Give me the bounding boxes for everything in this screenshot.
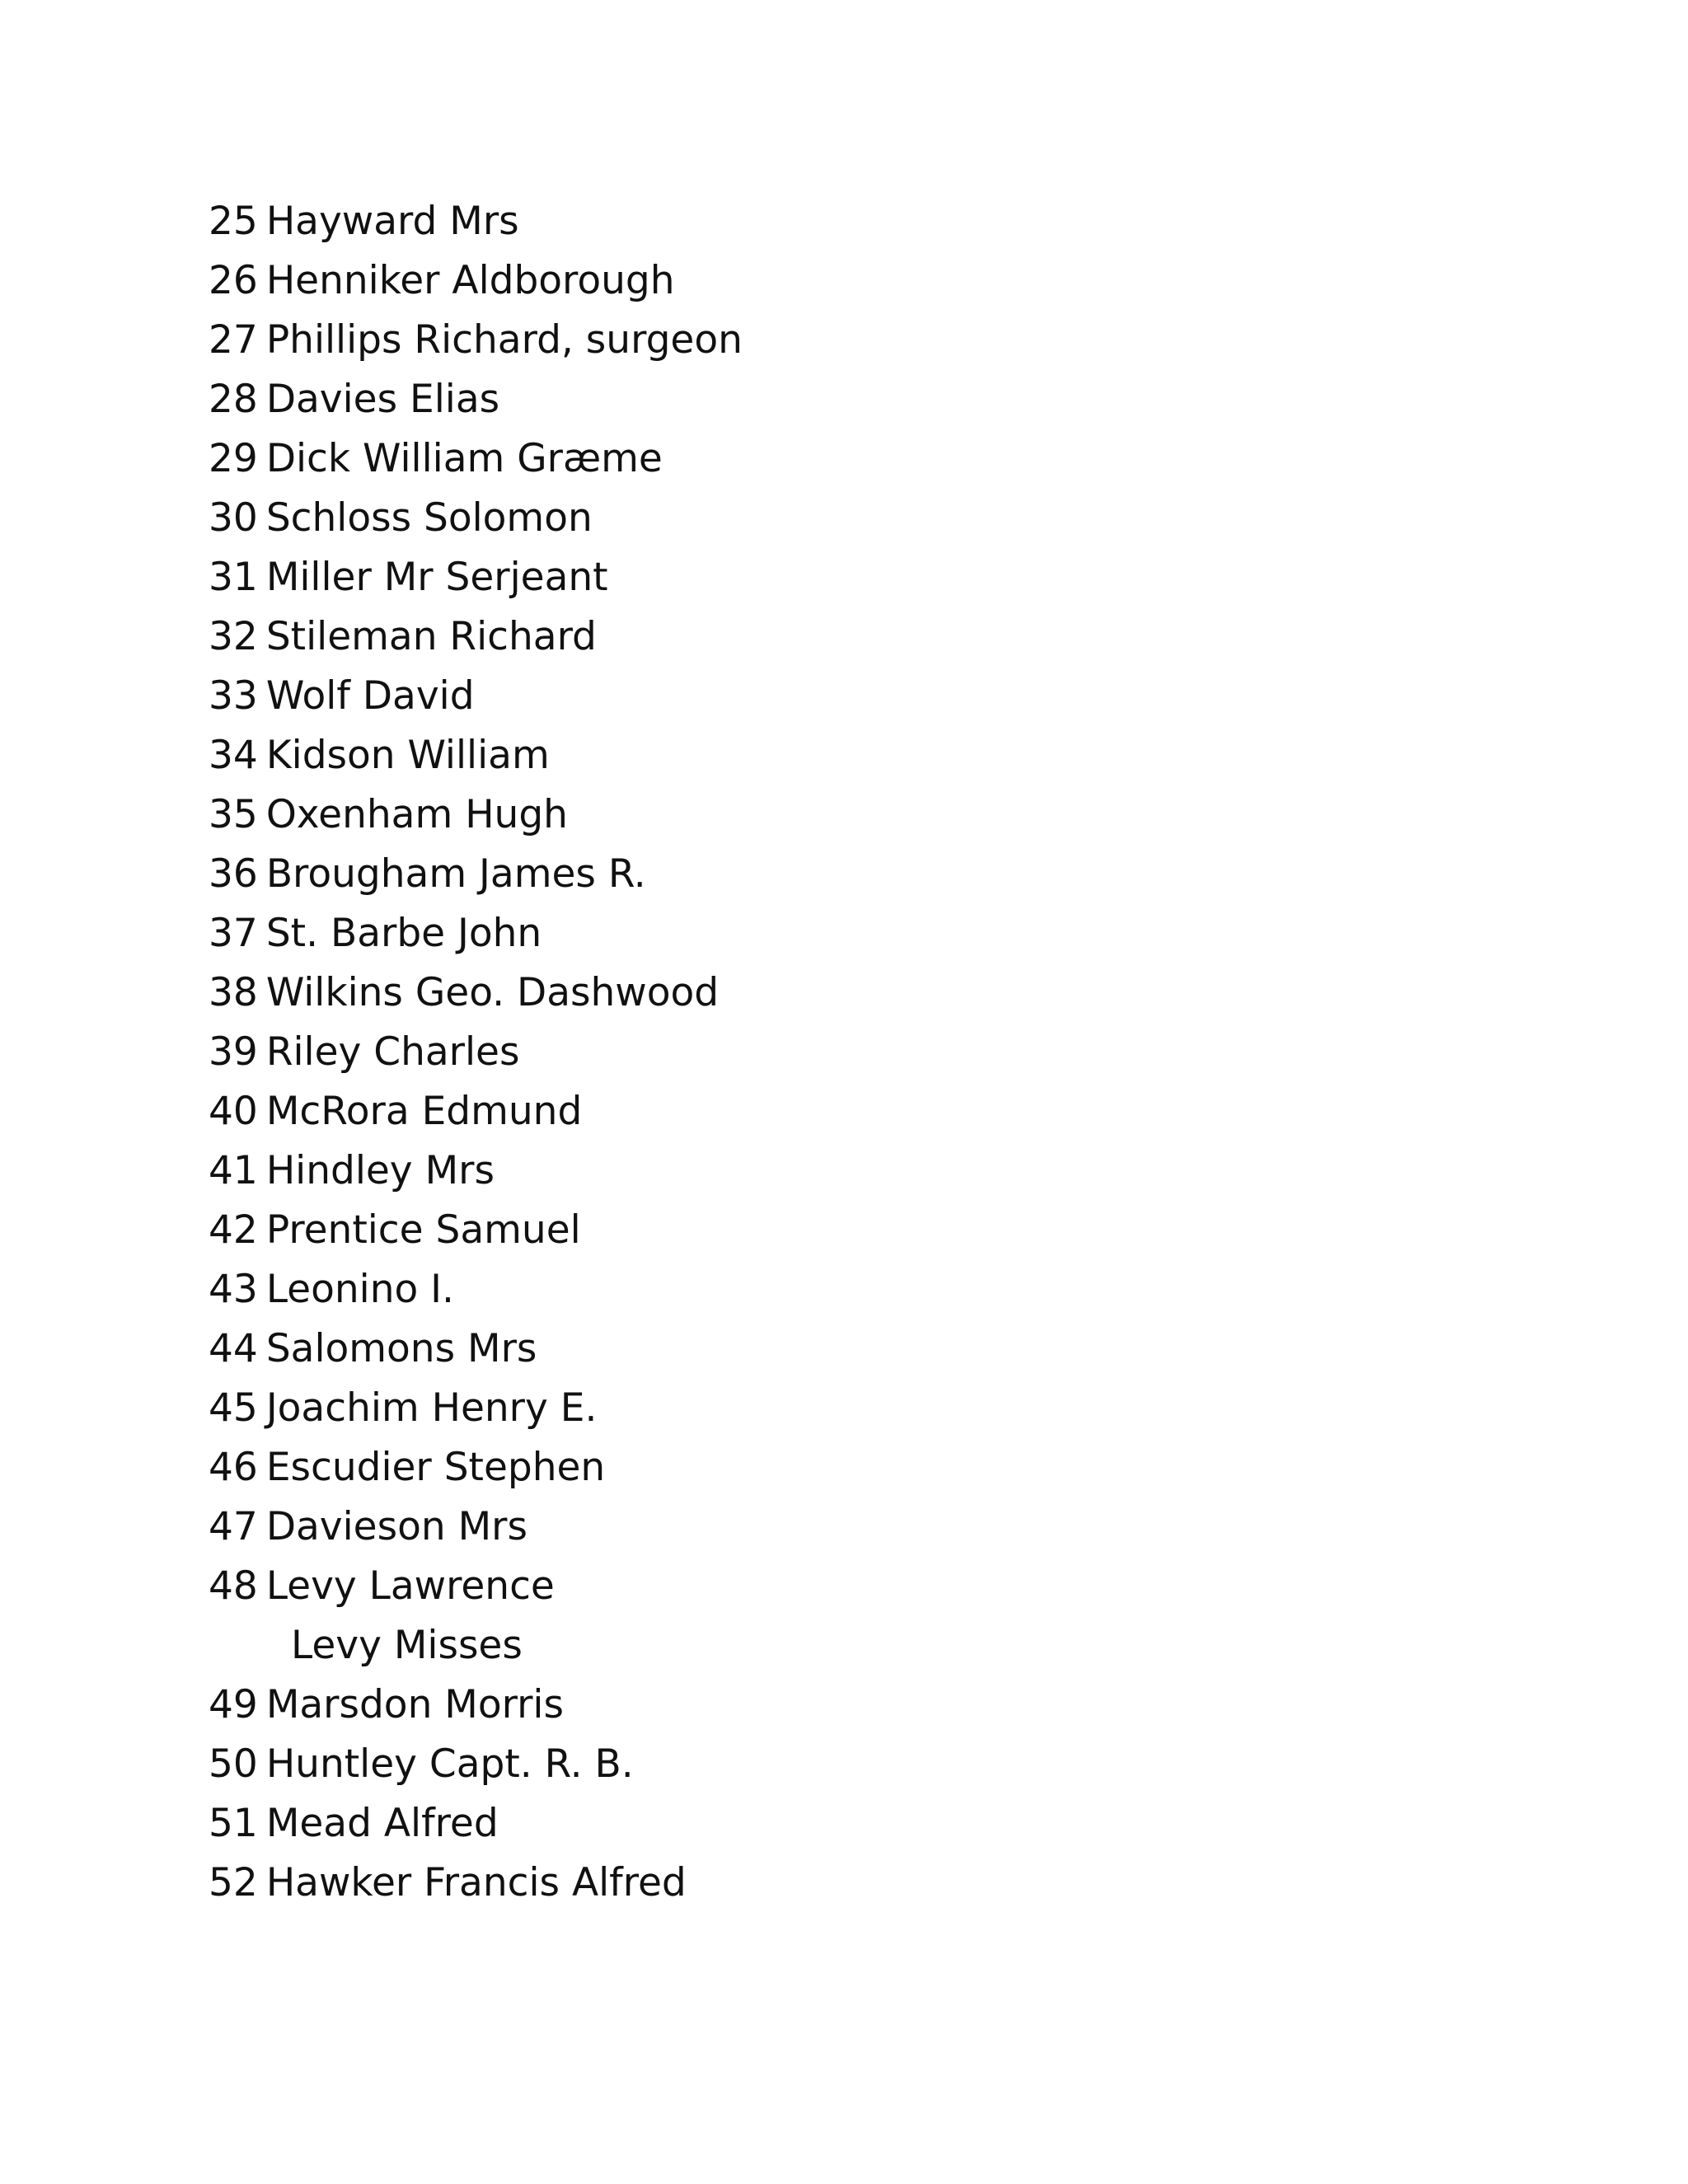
entry-name: Mead Alfred xyxy=(265,1801,499,1846)
entry-name: Hayward Mrs xyxy=(265,199,519,244)
list-item xyxy=(209,607,743,667)
list-item xyxy=(209,785,743,845)
list-item xyxy=(209,1557,743,1616)
entry-name: Levy Misses xyxy=(291,1623,523,1668)
list-item xyxy=(209,1023,743,1082)
list-item xyxy=(209,667,743,726)
list-item xyxy=(209,1675,743,1735)
entry-name: Dick William Græme xyxy=(265,436,663,481)
list-item xyxy=(209,1438,743,1497)
entry-name: Wolf David xyxy=(265,673,475,719)
list-item xyxy=(209,548,743,607)
entry-name: Miller Mr Serjeant xyxy=(265,555,608,600)
entry-number: 46 xyxy=(209,1445,258,1490)
entry-name: St. Barbe John xyxy=(265,911,542,956)
entry-name: Hindley Mrs xyxy=(265,1148,495,1193)
list-item-continuation xyxy=(209,1616,743,1675)
entry-name: Levy Lawrence xyxy=(265,1563,555,1609)
list-item xyxy=(209,489,743,548)
entry-number: 50 xyxy=(209,1741,258,1787)
entry-number: 45 xyxy=(209,1385,258,1431)
list-item xyxy=(209,1497,743,1557)
list-item xyxy=(209,429,743,489)
entry-number: 37 xyxy=(209,911,258,956)
entry-name: Prentice Samuel xyxy=(265,1207,581,1253)
entry-name: Kidson William xyxy=(265,733,550,778)
list-item xyxy=(209,1201,743,1260)
entry-name: Marsdon Morris xyxy=(265,1682,564,1727)
entry-number: 30 xyxy=(209,495,258,541)
entry-number: 27 xyxy=(209,317,258,363)
entry-number: 51 xyxy=(209,1801,258,1846)
list-item xyxy=(209,1854,743,1913)
list-item xyxy=(209,1082,743,1141)
entry-number: 32 xyxy=(209,614,258,659)
list-item xyxy=(209,904,743,963)
entry-number: 41 xyxy=(209,1148,258,1193)
list-item xyxy=(209,1260,743,1319)
list-item xyxy=(209,963,743,1023)
entry-number: 36 xyxy=(209,851,258,897)
entry-name: Huntley Capt. R. B. xyxy=(265,1741,634,1787)
directory-list xyxy=(209,192,743,1913)
entry-number: 40 xyxy=(209,1089,258,1134)
list-item xyxy=(209,1319,743,1379)
entry-name: Wilkins Geo. Dashwood xyxy=(265,970,720,1015)
entry-name: Davieson Mrs xyxy=(265,1504,528,1549)
entry-name: Escudier Stephen xyxy=(265,1445,606,1490)
entry-name: Brougham James R. xyxy=(265,851,646,897)
entry-number: 25 xyxy=(209,199,258,244)
entry-name: Oxenham Hugh xyxy=(265,792,568,837)
entry-number: 28 xyxy=(209,377,258,422)
entry-number: 29 xyxy=(209,436,258,481)
entry-name: Stileman Richard xyxy=(265,614,597,659)
list-item xyxy=(209,192,743,251)
entry-number: 38 xyxy=(209,970,258,1015)
entry-name: Schloss Solomon xyxy=(265,495,593,541)
entry-number: 34 xyxy=(209,733,258,778)
list-item xyxy=(209,726,743,785)
entry-name: Phillips Richard, surgeon xyxy=(265,317,743,363)
entry-name: Joachim Henry E. xyxy=(265,1385,598,1431)
entry-number: 39 xyxy=(209,1029,258,1075)
entry-number: 49 xyxy=(209,1682,258,1727)
entry-number: 48 xyxy=(209,1563,258,1609)
list-item xyxy=(209,1735,743,1794)
entry-number: 26 xyxy=(209,258,258,303)
list-item xyxy=(209,1379,743,1438)
entry-name: Riley Charles xyxy=(265,1029,520,1075)
entry-number: 33 xyxy=(209,673,258,719)
entry-number: 42 xyxy=(209,1207,258,1253)
list-item xyxy=(209,845,743,904)
list-item xyxy=(209,370,743,429)
entry-number: 43 xyxy=(209,1267,258,1312)
entry-number: 47 xyxy=(209,1504,258,1549)
entry-name: Hawker Francis Alfred xyxy=(265,1860,687,1905)
entry-number: 52 xyxy=(209,1860,258,1905)
list-item xyxy=(209,1794,743,1854)
entry-name: Salomons Mrs xyxy=(265,1326,537,1371)
list-item xyxy=(209,311,743,370)
entry-number: 35 xyxy=(209,792,258,837)
entry-name: McRora Edmund xyxy=(265,1089,583,1134)
entry-name: Davies Elias xyxy=(265,377,500,422)
list-item xyxy=(209,251,743,311)
entry-number: 31 xyxy=(209,555,258,600)
entry-name: Leonino I. xyxy=(265,1267,454,1312)
list-item xyxy=(209,1141,743,1201)
entry-number: 44 xyxy=(209,1326,258,1371)
entry-name: Henniker Aldborough xyxy=(265,258,675,303)
